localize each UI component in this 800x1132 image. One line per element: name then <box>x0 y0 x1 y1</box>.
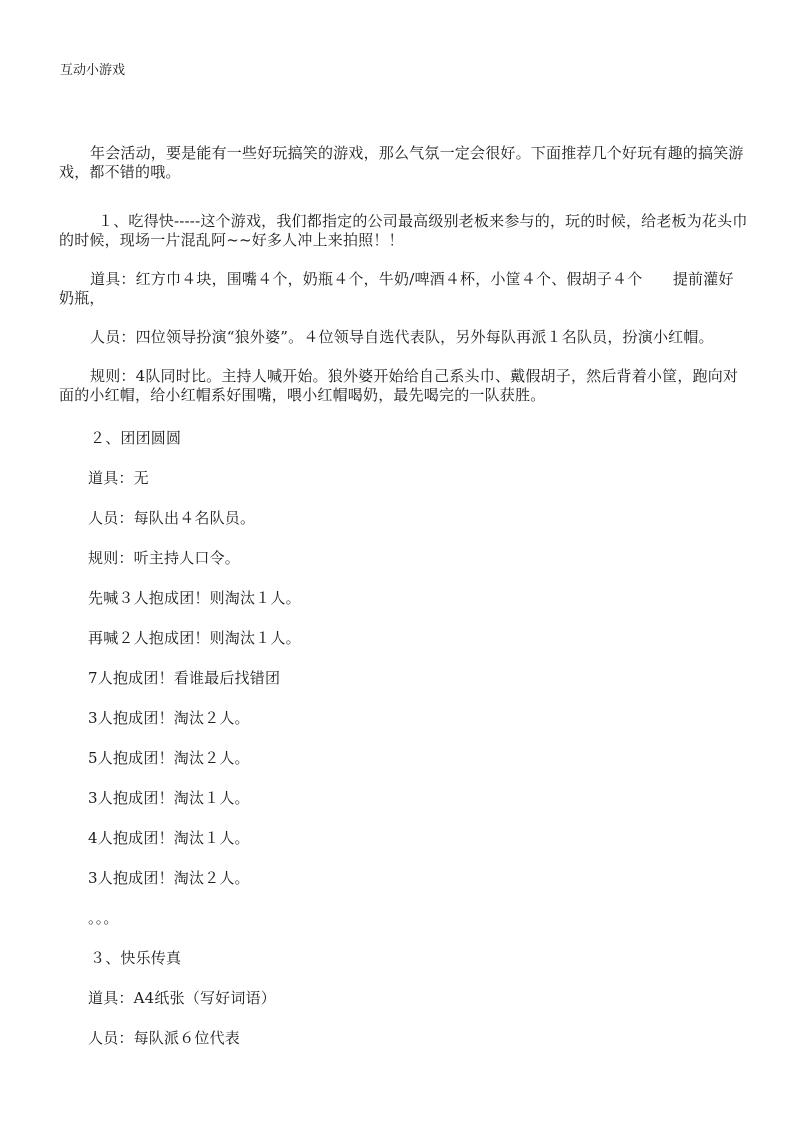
game3-props: 道具：A4纸张（写好词语） <box>88 989 276 1007</box>
game1-people: 人员：四位领导扮演“狼外婆”。４位领导自选代表队，另外每队再派１名队员，扮演小红帽。 <box>90 328 714 346</box>
game3-heading: ３、快乐传真 <box>90 949 182 967</box>
game2-rules: 规则：听主持人口令。 <box>88 549 241 567</box>
game2-ellipsis: 。。。 <box>88 909 119 927</box>
document-body <box>59 144 748 1048</box>
intro-paragraph: 年会活动，要是能有一些好玩搞笑的游戏，那么气氛一定会很好。下面推荐几个好玩有趣的搞笑游戏，都不错的哦。 <box>59 144 744 181</box>
game2-step: 再喊２人抱成团！则淘汰１人。 <box>88 629 301 647</box>
game1-props: 道具：红方巾４块，围嘴４个，奶瓶４个，牛奶/啤酒４杯，小筐４个、假胡子４个 提前灌好奶瓶， <box>59 270 734 307</box>
game1-heading: １、吃得快-----这个游戏，我们都指定的公司最高级别老板来参与的，玩的时候，给老板为花头巾的时候，现场一片混乱阿~~好多人冲上来拍照！！ <box>59 212 748 249</box>
game2-heading: ２、团团圆圆 <box>90 429 182 447</box>
game2-step: 3人抱成团！淘汰２人。 <box>88 869 250 887</box>
game1-rules: 规则：4队同时比。主持人喊开始。狼外婆开始给自己系头巾、戴假胡子，然后背着小筐，跑向对面的小红帽，给小红帽系好围嘴，喂小红帽喝奶，最先喝完的一队获胜。 <box>59 367 739 404</box>
game2-people: 人员：每队出４名队员。 <box>88 509 256 527</box>
game2-step: 7人抱成团！看谁最后找错团 <box>88 669 281 687</box>
game2-step: 5人抱成团！淘汰２人。 <box>88 749 250 767</box>
game2-step: 3人抱成团！淘汰２人。 <box>88 709 250 727</box>
game2-step: 先喊３人抱成团！则淘汰１人。 <box>88 589 301 607</box>
game3-people: 人员：每队派６位代表 <box>88 1029 241 1047</box>
game2-props: 道具：无 <box>88 469 149 487</box>
document-header: 互动小游戏 <box>60 63 126 78</box>
game2-step: 3人抱成团！淘汰１人。 <box>88 789 250 807</box>
game2-step: 4人抱成团！淘汰１人。 <box>88 829 250 847</box>
